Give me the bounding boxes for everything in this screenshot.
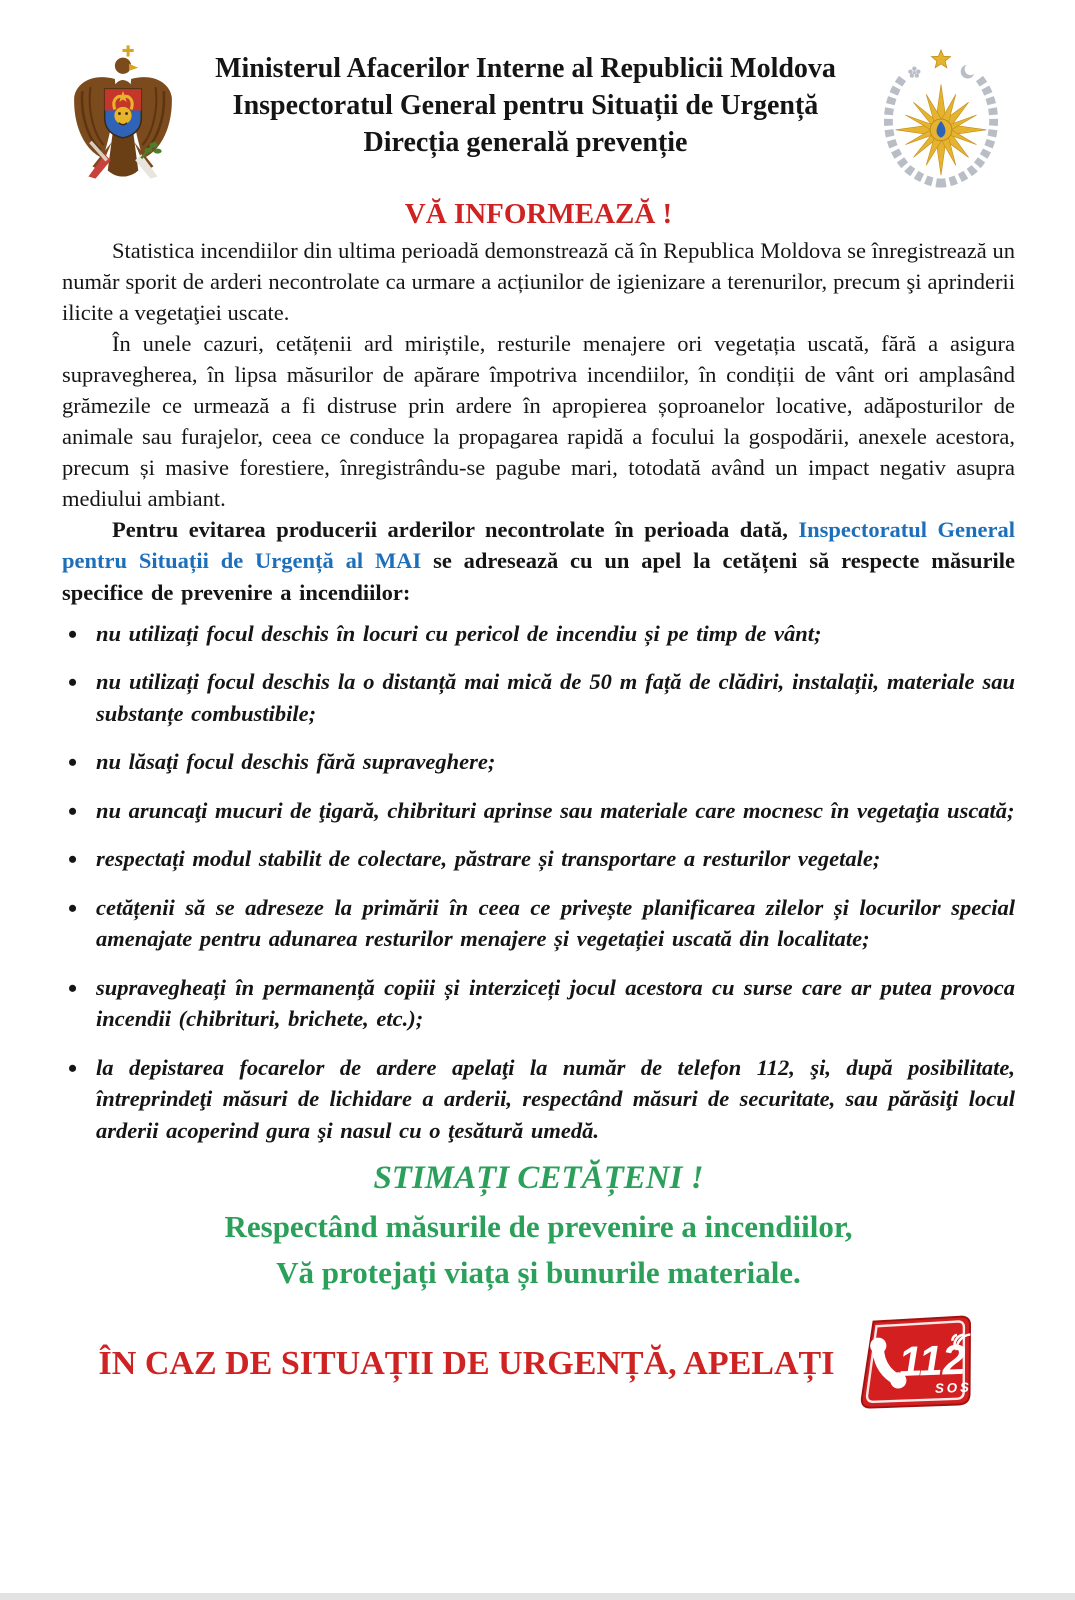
closing-message-2: Vă protejați viața și bunurile materiale. — [276, 1255, 801, 1291]
emergency-footer — [62, 1315, 1015, 1413]
badge-number: 112 — [898, 1335, 967, 1386]
list-item: • respectați modul stabilit de colectare, păstrare și transportare a resturilor vegetale; — [62, 843, 1015, 875]
list-item: • cetățenii să se adreseze la primării în ceea ce privește planificarea zilelor și locurilor special amenajate pentru adunarea resturilor menajere și vegetației uscată din localitate; — [62, 892, 1015, 955]
appeal-igsu-name: Inspectoratul General pentru Situații de Urgență al MAI — [62, 517, 1015, 574]
title-line-1: Ministerul Afacerilor Interne al Republicii Moldova — [215, 53, 836, 84]
paragraph-cases: În unele cazuri, cetățenii ard miriștile, resturile menajere ori vegetația uscată, fără a asigura supravegherea, în lipsa măsurilor de apărare împotriva incendiilor, în condiții de vânt ori amplasând grămezile ce urmează a fi distruse prin ardere în apropierea șoproanelor locative, adăposturilor de animale sau furajelor, ceea ce conduce la propagarea rapidă a focului la gospodării, anexele acestora, precum și masive forestiere, înregistrându-se pagube mari, totodată având un impact negativ asupra mediului ambiant. — [62, 331, 1015, 512]
list-item: • nu aruncaţi mucuri de ţigară, chibrituri aprinse sau materiale care mocnesc în vegetaţia uscată; — [62, 795, 1015, 827]
closing-salutation: STIMAȚI CETĂȚENI ! — [373, 1160, 704, 1197]
emergency-112-badge-icon — [853, 1313, 980, 1415]
list-item: • nu utilizați focul deschis la o distanță mai mică de 50 m față de clădiri, instalații, materiale sau substanțe combustibile; — [62, 666, 1015, 729]
announce-heading: VĂ INFORMEAZĂ ! — [404, 198, 673, 230]
closing-message-1: Respectând măsurile de prevenire a incendiilor, — [224, 1209, 853, 1245]
masthead — [62, 40, 1015, 192]
list-item: • la depistarea focarelor de ardere apelaţi la număr de telefon 112, şi, după posibilitate, întreprindeţi măsuri de lichidare a arderii, respectând măsuri de securitate, sau părăsiţi locul arderii acoperind gura şi nasul cu o ţesătură umedă. — [62, 1052, 1015, 1147]
page-bottom-edge — [0, 1593, 1075, 1600]
moldova-coat-of-arms-icon — [62, 44, 184, 182]
prevention-measures-list — [62, 618, 1015, 1147]
paragraph-statistics: Statistica incendiilor din ultima perioadă demonstrează că în Republica Moldova se înregistrează un număr sporit de arderi necontrolate ca urmare a acțiunilor de igienizare a terenurilor, precum şi aprinderii ilicite a vegetaţiei uscate. — [62, 238, 1015, 326]
list-item: • supravegheați în permanență copiii și interziceți jocul acestora cu surse care ar putea provoca incendii (chibrituri, brichete, etc.); — [62, 972, 1015, 1035]
title-line-3: Direcția generală prevenție — [363, 127, 688, 159]
ministry-title — [184, 40, 867, 162]
paragraph-appeal — [62, 514, 1015, 607]
list-item: • nu utilizați focul deschis în locuri cu pericol de incendiu și pe timp de vânt; — [62, 618, 1015, 650]
appeal-text-before: Pentru evitarea producerii arderilor necontrolate în perioada dată, — [112, 517, 799, 543]
closing-block — [62, 1160, 1015, 1291]
appeal-text-after: se adresează cu un apel la cetățeni să respecte măsurile specifice de prevenire a incendiilor: — [62, 548, 1015, 605]
list-item: • nu lăsaţi focul deschis fără supraveghere; — [62, 746, 1015, 778]
title-line-2: Inspectoratul General pentru Situații de Urgență — [232, 90, 819, 122]
igsu-emblem-icon — [867, 42, 1015, 192]
badge-sos-label: SOS — [935, 1379, 973, 1396]
emergency-call-text: ÎN CAZ DE SITUAȚII DE URGENȚĂ, APELAȚI — [98, 1345, 835, 1383]
